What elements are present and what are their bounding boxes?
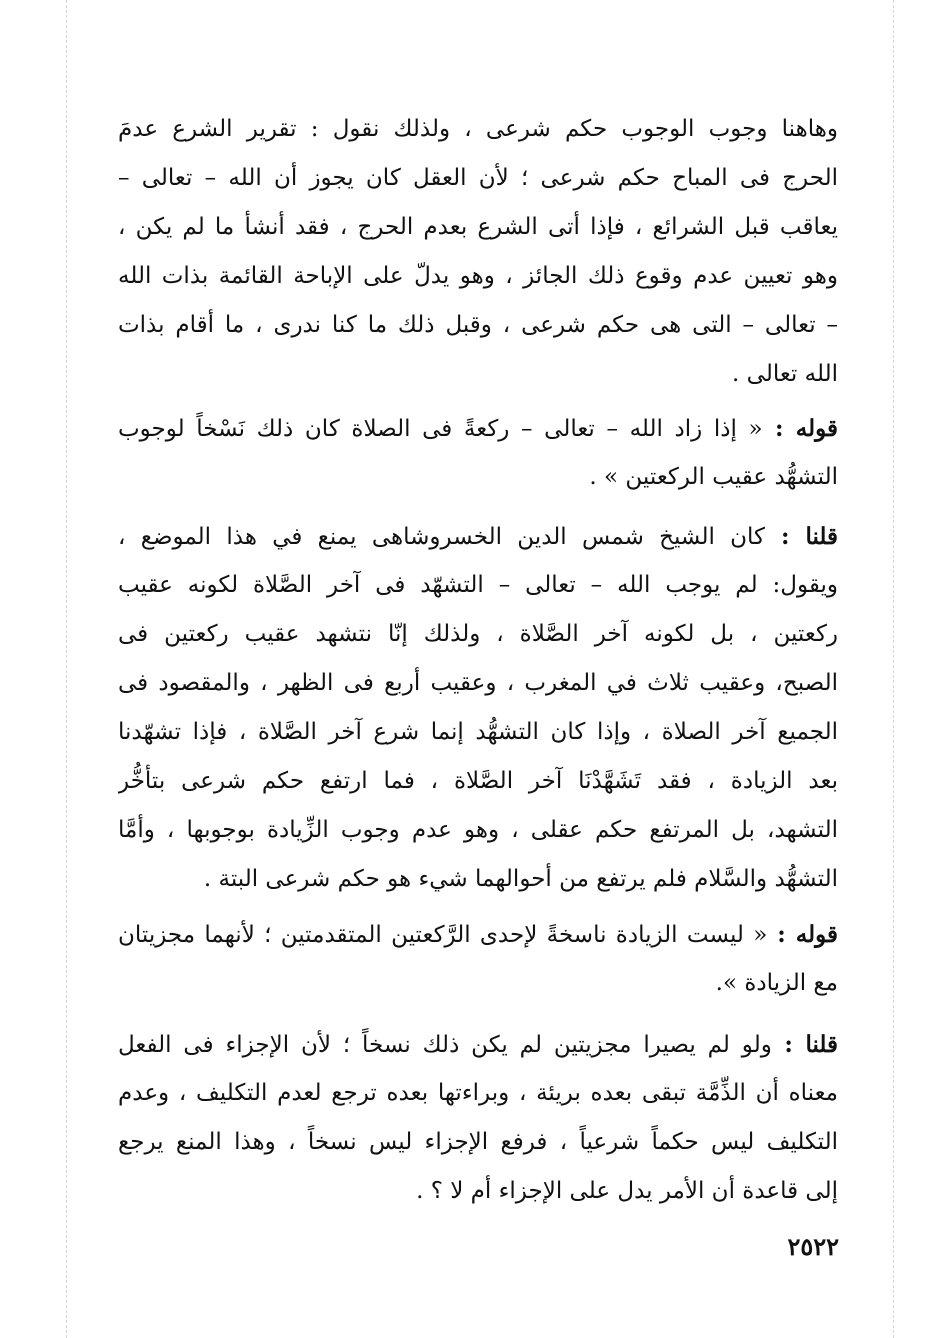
text-line: يعاقب قبل الشرائع ، فإذا أتى الشرع بعدم الحرج ، فقد أنشأ ما لم يكن ،	[118, 214, 838, 240]
text-line: وهاهنا وجوب الوجوب حكم شرعى ، ولذلك نقول : تقرير الشرع عدمَ	[118, 116, 838, 142]
text-line: التكليف ليس حكماً شرعياً ، فرفع الإجزاء ليس نسخاً ، وهذا المنع يرجع	[118, 1129, 838, 1155]
text-line: مع الزيادة ».	[715, 970, 838, 996]
text-line	[118, 512, 838, 561]
left-margin-rule	[66, 0, 67, 1338]
text-line: ويقول: لم يوجب الله – تعالى – التشهّد فى آخر الصَّلاة لكونه عقيب	[118, 572, 838, 598]
text-line: الحرج فى المباح حكم شرعى ؛ لأن العقل كان يجوز أن الله – تعالى –	[118, 165, 838, 191]
text-line: – تعالى – التى هى حكم شرعى ، وقبل ذلك ما كنا ندرى ، ما أقام بذات	[118, 312, 838, 338]
paragraph-5	[118, 1020, 838, 1216]
line-text: « إذا زاد الله – تعالى – ركعةً فى الصلاة كان ذلك نَسْخاً لوجوب	[118, 416, 763, 442]
text-line	[118, 404, 838, 453]
text-line: الله تعالى .	[732, 361, 838, 387]
text-line: إلى قاعدة أن الأمر يدل على الإجزاء أم لا ؟ .	[416, 1178, 838, 1204]
paragraph-label: قوله :	[762, 415, 838, 442]
text-line	[118, 910, 838, 959]
paragraph-4	[118, 910, 838, 1008]
text-line: معناه أن الذِّمَّة تبقى بعده بريئة ، وبراءتها بعده ترجع لعدم التكليف ، وعدم	[118, 1080, 838, 1106]
paragraph-label: قوله :	[767, 921, 838, 948]
right-margin-rule	[893, 0, 894, 1338]
paragraph-label: قلنا :	[764, 523, 838, 550]
paragraph-1	[118, 105, 838, 399]
text-line: ركعتين ، بل لكونه آخر الصَّلاة ، ولذلك إنّا نتشهد عقيب ركعتين فى	[118, 621, 838, 647]
paragraph-label: قلنا :	[771, 1031, 838, 1058]
line-text: ولو لم يصيرا مجزيتين لم يكن ذلك نسخاً ؛ لأن الإجزاء فى الفعل	[118, 1032, 772, 1058]
body-text	[118, 105, 838, 1216]
paragraph-3	[118, 512, 838, 904]
text-line	[118, 1020, 838, 1069]
page-number: ٢٥٢٢	[787, 1232, 839, 1261]
text-line: الجميع آخر الصلاة ، وإذا كان التشهُّد إنما شرع آخر الصَّلاة ، فإذا تشهّدنا	[118, 719, 838, 745]
text-line: بعد الزيادة ، فقد تَشَهَّدْنَا آخر الصَّلاة ، فما ارتفع حكم شرعى بتأخُّر	[118, 768, 838, 794]
text-line: التشهُّد والسَّلام فلم يرتفع من أحوالهما شيء هو حكم شرعى البتة .	[203, 866, 838, 892]
text-line: وهو تعيين عدم وقوع ذلك الجائز ، وهو يدلّ على الإباحة القائمة بذات الله	[118, 263, 838, 289]
text-line: الصبح، وعقيب ثلاث في المغرب ، وعقيب أربع فى الظهر ، والمقصود فى	[118, 670, 838, 696]
text-line: التشهُّد عقيب الركعتين » .	[589, 464, 838, 490]
text-line: التشهد، بل المرتفع حكم عقلى ، وهو عدم وجوب الزِّيادة بوجوبها ، وأمَّا	[118, 817, 838, 843]
paragraph-2	[118, 404, 838, 502]
line-text: « ليست الزيادة ناسخةً لإحدى الرَّكعتين المتقدمتين ؛ لأنهما مجزيتان	[118, 922, 768, 948]
line-text: كان الشيخ شمس الدين الخسروشاهى يمنع في هذا الموضع ،	[118, 524, 765, 550]
